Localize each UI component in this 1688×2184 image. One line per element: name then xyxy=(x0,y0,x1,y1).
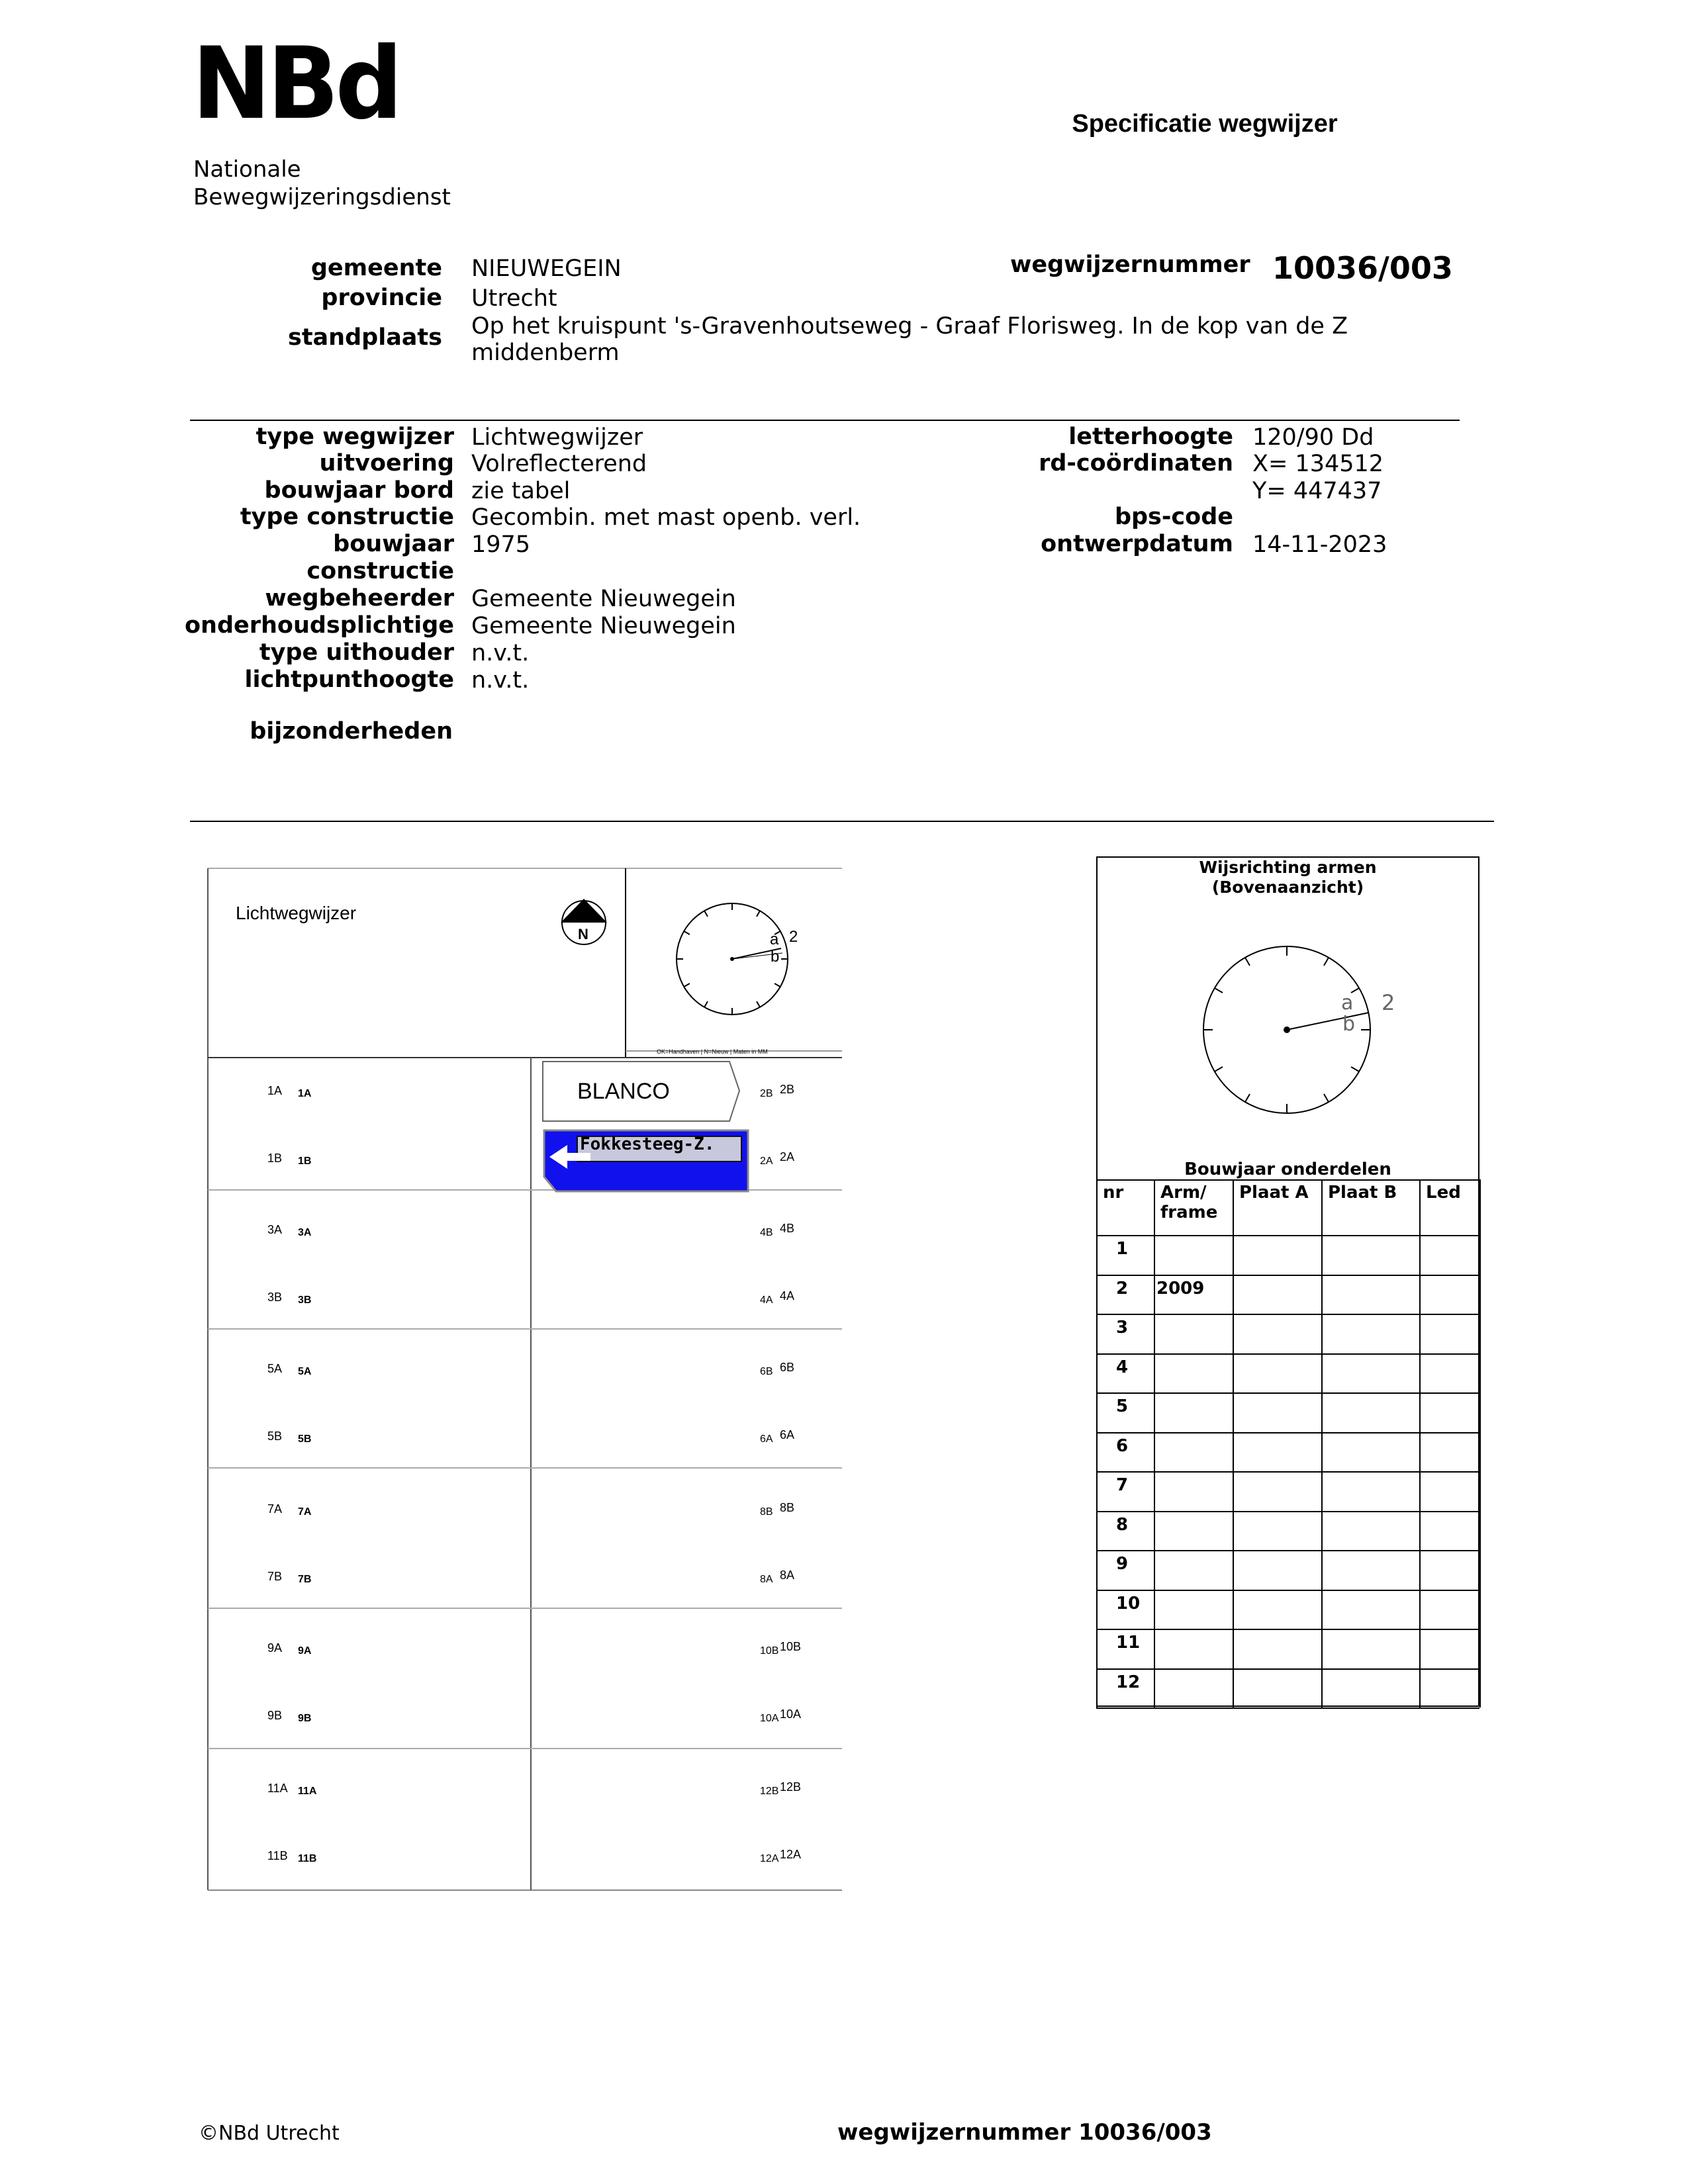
sign-panel-drawing xyxy=(207,866,842,1893)
table-cell: 9 xyxy=(1116,1554,1129,1574)
spec-label: bouwjaar xyxy=(333,531,454,557)
table-cell: 5 xyxy=(1116,1396,1129,1416)
slot-label-right-outer: 4A xyxy=(780,1289,795,1302)
direction-dial xyxy=(1192,940,1390,1125)
slot-label-right-inner: 2A xyxy=(760,1156,773,1167)
drawing-footnote: OK=Handhaven | N=Nieuw | Maten in MM xyxy=(657,1048,768,1055)
slot-label-right-inner: 8B xyxy=(760,1506,773,1518)
spec-value: Lichtwegwijzer xyxy=(471,424,643,451)
spec-value: Volreflecterend xyxy=(471,451,647,477)
slot-label-right-outer: 12B xyxy=(780,1780,802,1794)
fokkesteeg-text: Fokkesteeg-Z. xyxy=(580,1134,715,1154)
slot-label-right-inner: 6B xyxy=(760,1366,773,1377)
divider-bottom xyxy=(190,821,1494,822)
dial-tick xyxy=(1351,1067,1359,1071)
direction-2: 2 xyxy=(1382,990,1395,1015)
table-cell: 3 xyxy=(1116,1318,1129,1338)
spec-label: lichtpunthoogte xyxy=(244,666,454,693)
spec-value: zie tabel xyxy=(471,478,571,504)
direction-title-1: Wijsrichting armen xyxy=(1199,858,1377,877)
slot-label-right-outer: 10B xyxy=(780,1640,802,1653)
spec-right-label: ontwerpdatum xyxy=(1041,531,1233,557)
org-name-line2: Bewegwijzeringsdienst xyxy=(193,184,451,210)
table-header-cell: Led xyxy=(1426,1183,1461,1203)
table-vline xyxy=(1096,1179,1098,1707)
slot-label-left-inner: 5A xyxy=(298,1366,312,1377)
spec-value: n.v.t. xyxy=(471,640,530,666)
spec-label: type constructie xyxy=(240,504,454,530)
table-cell: 7 xyxy=(1116,1475,1129,1495)
slot-label-left-outer: 9B xyxy=(267,1709,283,1722)
slot-label-left-inner: 5B xyxy=(298,1433,312,1445)
slot-label-left-inner: 1B xyxy=(298,1156,312,1167)
table-vline xyxy=(1479,1179,1481,1707)
footer-nummer: wegwijzernummer 10036/003 xyxy=(837,2119,1212,2146)
dial-tick xyxy=(1324,1094,1329,1102)
blanco-text: BLANCO xyxy=(577,1079,670,1104)
bijzonderheden-label: bijzonderheden xyxy=(250,718,453,745)
table-cell: 1 xyxy=(1116,1239,1129,1259)
table-cell: 6 xyxy=(1116,1435,1129,1456)
slot-label-right-outer: 2B xyxy=(780,1083,795,1096)
slot-label-right-outer: 6B xyxy=(780,1361,795,1374)
sign-panel xyxy=(207,866,842,1893)
slot-label-left-outer: 11A xyxy=(267,1782,288,1795)
spec-label: wegbeheerder xyxy=(265,585,454,612)
table-vline xyxy=(1419,1179,1421,1707)
slot-label-left-inner: 9A xyxy=(298,1645,312,1657)
provincie-value: Utrecht xyxy=(471,285,557,312)
slot-label-right-inner: 10B xyxy=(760,1645,779,1657)
wegwijzernummer-value: 10036/003 xyxy=(1272,250,1453,286)
slot-label-right-inner: 4B xyxy=(760,1227,773,1238)
slot-label-right-outer: 8B xyxy=(780,1501,795,1514)
slot-label-left-outer: 1B xyxy=(267,1152,283,1165)
spec-right-value: Y= 447437 xyxy=(1252,478,1382,504)
nbd-logo: NBd xyxy=(192,26,399,142)
slot-label-left-outer: 7A xyxy=(267,1502,283,1516)
table-header-cell: Plaat A xyxy=(1239,1183,1309,1203)
slot-label-right-outer: 10A xyxy=(780,1707,802,1721)
small-dial-b: b xyxy=(771,948,780,966)
slot-label-right-outer: 6A xyxy=(780,1428,795,1441)
spec-value: Gemeente Nieuwegein xyxy=(471,586,736,612)
spec-right-value: 120/90 Dd xyxy=(1252,424,1374,451)
direction-title-2: (Bovenaanzicht) xyxy=(1211,878,1364,897)
direction-b: b xyxy=(1342,1013,1356,1036)
slot-label-right-inner: 2B xyxy=(760,1088,773,1099)
slot-label-left-inner: 7A xyxy=(298,1506,312,1518)
dial-tick xyxy=(1215,988,1223,993)
slot-label-right-inner: 10A xyxy=(760,1713,779,1724)
table-vline xyxy=(1321,1179,1323,1707)
table-cell: 2 xyxy=(1116,1278,1129,1298)
spec-label: constructie xyxy=(306,558,454,584)
spec-label: type wegwijzer xyxy=(256,424,454,450)
dial-tick xyxy=(1245,958,1250,966)
spec-value: n.v.t. xyxy=(471,667,530,694)
table-cell: 12 xyxy=(1116,1672,1141,1692)
dial-tick xyxy=(1324,958,1329,966)
table-cell: 4 xyxy=(1116,1357,1129,1377)
slot-label-left-inner: 1A xyxy=(298,1088,312,1099)
spec-right-value: 14-11-2023 xyxy=(1252,531,1387,558)
spec-right-value: X= 134512 xyxy=(1252,451,1384,477)
table-cell: 2009 xyxy=(1156,1278,1205,1298)
slot-label-right-inner: 8A xyxy=(760,1574,773,1585)
table-header-cell: Plaat B xyxy=(1328,1183,1397,1203)
spec-right-label: rd-coördinaten xyxy=(1039,450,1233,477)
slot-label-left-outer: 3B xyxy=(267,1291,283,1304)
spec-label: type uithouder xyxy=(259,639,454,666)
slot-label-left-outer: 3A xyxy=(267,1223,283,1236)
dial-tick xyxy=(1245,1094,1250,1102)
slot-label-left-outer: 5B xyxy=(267,1430,283,1443)
spec-value: 1975 xyxy=(471,531,531,558)
slot-label-right-inner: 6A xyxy=(760,1433,773,1445)
footer-copyright: ©NBd Utrecht xyxy=(199,2122,340,2145)
spec-value: Gecombin. met mast openb. verl. xyxy=(471,504,861,531)
slot-label-right-inner: 12A xyxy=(760,1853,779,1864)
gemeente-label: gemeente xyxy=(310,255,442,281)
spec-right-label: bps-code xyxy=(1114,504,1233,530)
gemeente-value: NIEUWEGEIN xyxy=(471,255,622,282)
slot-label-right-outer: 2A xyxy=(780,1150,795,1163)
slot-label-left-inner: 3B xyxy=(298,1295,312,1306)
slot-label-left-inner: 11B xyxy=(298,1853,317,1864)
table-cell: 11 xyxy=(1116,1633,1141,1653)
standplaats-line2: middenberm xyxy=(471,340,620,366)
sign-type-label: Lichtwegwijzer xyxy=(236,903,357,923)
slot-label-right-inner: 12B xyxy=(760,1786,779,1797)
spec-label: bouwjaar bord xyxy=(264,477,454,504)
wegwijzernummer-label: wegwijzernummer xyxy=(1010,251,1250,278)
small-dial xyxy=(207,866,788,1015)
spec-value: Gemeente Nieuwegein xyxy=(471,613,736,639)
spec-label: uitvoering xyxy=(319,450,454,477)
spec-label: onderhoudsplichtige xyxy=(184,612,454,639)
dial-tick xyxy=(1215,1067,1223,1071)
slot-label-left-inner: 7B xyxy=(298,1574,312,1585)
north-letter: N xyxy=(578,926,588,942)
slot-label-left-outer: 5A xyxy=(267,1362,283,1375)
slot-label-left-outer: 9A xyxy=(267,1641,283,1655)
slot-label-right-outer: 4B xyxy=(780,1222,795,1235)
slot-label-right-outer: 12A xyxy=(780,1848,802,1861)
direction-a: a xyxy=(1341,991,1354,1015)
slot-label-right-outer: 8A xyxy=(780,1569,795,1582)
table-header-cell: Arm/ frame xyxy=(1160,1183,1218,1222)
onderdelen-title: Bouwjaar onderdelen xyxy=(1184,1160,1391,1179)
table-cell: 8 xyxy=(1116,1514,1129,1535)
slot-label-left-outer: 7B xyxy=(267,1570,283,1583)
slot-label-left-outer: 11B xyxy=(267,1849,288,1862)
slot-label-left-inner: 9B xyxy=(298,1713,312,1724)
table-vline xyxy=(1154,1179,1155,1707)
table-header-cell: nr xyxy=(1103,1183,1124,1203)
slot-label-right-inner: 4A xyxy=(760,1295,773,1306)
standplaats-label: standplaats xyxy=(287,324,442,351)
spec-right-label: letterhoogte xyxy=(1068,424,1233,450)
slot-label-left-inner: 11A xyxy=(298,1786,317,1797)
slot-label-left-outer: 1A xyxy=(267,1084,283,1097)
org-name-line1: Nationale xyxy=(193,156,301,183)
slot-label-left-inner: 3A xyxy=(298,1227,312,1238)
small-dial-2: 2 xyxy=(789,928,798,946)
table-cell: 10 xyxy=(1116,1593,1141,1614)
document-title: Specificatie wegwijzer xyxy=(1072,110,1338,138)
small-dial-a: a xyxy=(770,931,779,948)
table-hline xyxy=(1096,1707,1479,1709)
standplaats-line1: Op het kruispunt 's-Gravenhoutseweg - Graaf Florisweg. In de kop van de Z xyxy=(471,313,1348,340)
table-vline xyxy=(1233,1179,1234,1707)
provincie-label: provincie xyxy=(321,285,442,311)
divider-top xyxy=(190,420,1460,421)
